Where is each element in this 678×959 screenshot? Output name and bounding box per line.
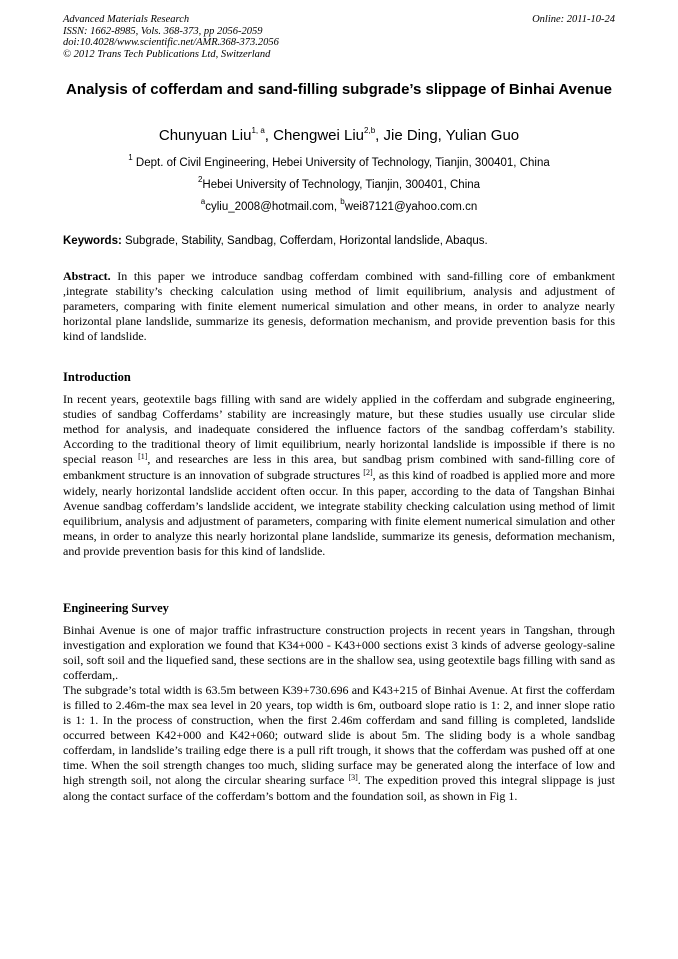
affiliation-superscript: 1 (128, 153, 133, 163)
keywords (63, 234, 615, 249)
introduction-paragraph (63, 392, 615, 559)
email-superscript: b (340, 197, 345, 207)
author-names-rest: , Jie Ding, Yulian Guo (375, 127, 520, 144)
section-heading-introduction: Introduction (63, 370, 131, 384)
paper-title: Analysis of cofferdam and sand-filling subgrade’s slippage of Binhai Avenue (66, 81, 612, 98)
abstract-label: Abstract. (63, 269, 111, 283)
citation-ref[interactable]: [2] (363, 468, 373, 477)
affiliation-superscript: 2 (197, 175, 203, 185)
journal-issn: ISSN: 1662-8985, Vols. 368-373, pp 2056-2059 (63, 25, 263, 37)
affiliation-2 (63, 175, 615, 192)
citation-ref[interactable]: [1] (138, 452, 148, 461)
paragraph-text: . The expedition proved this integral slippage is just along the contact surface of the cofferdam’s bottom and the foundation soil, as shown in Fig 1. (63, 773, 615, 803)
affiliation-1 (63, 153, 615, 170)
email-superscript: a (200, 197, 206, 207)
author-superscript: 2,b (364, 126, 376, 135)
keywords-text: Subgrade, Stability, Sandbag, Cofferdam, Horizontal landslide, Abaqus. (121, 235, 488, 247)
paragraph-text: , as this kind of roadbed is applied more and more widely, nearly horizontal landslide accident often occur. In this paper, according to the data of Tangshan Binhai Avenue sandbag cofferdam’s landslide accident, we integrate stability checking calculation using method of limit equilibrium, analysis and adjustment of parameters, comparing with finite element numerical simulation and other means, in order to analyze this nearly horizontal plane landslide, summarize its genesis, deformation mechanism, and provide prevention basis for this kind of landslide. (63, 468, 615, 558)
journal-header (63, 14, 615, 60)
survey-section (63, 623, 615, 804)
author-superscript: 1, a (251, 126, 265, 135)
email-link[interactable]: wei87121@yahoo.com.cn (344, 201, 478, 213)
author-list: Chunyuan Liu$^{1, a}$, Chengwei Liu$^{2,b}$, Jie Ding, Yulian Guo (158, 126, 520, 144)
citation-ref[interactable]: [3] (348, 773, 358, 782)
abstract (63, 269, 615, 344)
author-name: Chunyuan Liu (158, 127, 252, 144)
paragraph-text: In recent years, geotextile bags filling with sand are widely applied in the cofferdam and subgrade engineering, studies of sandbag Cofferdams’ stability are increasingly mature, but these studies usually use circular slide method for analysis, and inadequate considered the influence factors of the sandbag cofferdam’s stability. According to the traditional theory of limit equilibrium, nearly horizontal landslide is impossible if there is no special reason (63, 392, 615, 466)
abstract-text: In this paper we introduce sandbag cofferdam combined with sand-filling core of embankment ,integrate stability’s checking calculation using method of limit equilibrium, analysis and adjustment of parameters, comparing with finite element numerical simulation and other means, in order to analyze nearly horizontal plane landslide, summarize its genesis, deformation mechanism, and provide prevention basis for this kind of landslide. (63, 269, 615, 343)
survey-paragraph-2 (63, 683, 615, 804)
journal-copyright: © 2012 Trans Tech Publications Ltd, Switzerland (63, 48, 271, 60)
journal-name: Advanced Materials Research (63, 14, 190, 25)
survey-paragraph-1: Binhai Avenue is one of major traffic infrastructure construction projects in recent years in Tangshan, through investigation and exploration we found that K34+000 - K43+000 sections exist 3 kinds of adverse geology-saline soil, soft soil and the liquefied sand, these sections are in the shallow sea, using geotextile bags filling with sand as cofferdam,. (63, 623, 615, 682)
author-name: Chengwei Liu (273, 127, 365, 144)
affiliation-text: Dept. of Civil Engineering, Hebei University of Technology, Tianjin, 300401, China (135, 157, 550, 169)
section-heading-engineering-survey: Engineering Survey (63, 601, 169, 615)
author-emails (63, 197, 615, 214)
online-date: Online: 2011-10-24 (532, 14, 615, 25)
journal-doi: doi:10.4028/www.scientific.net/AMR.368-373.2056 (63, 37, 279, 48)
keywords-label: Keywords: (63, 235, 122, 247)
affiliation-text: Hebei University of Technology, Tianjin, 300401, China (202, 179, 481, 191)
paragraph-text: The subgrade’s total width is 63.5m between K39+730.696 and K43+215 of Binhai Avenue. At first the cofferdam is filled to 2.46m-the max sea level in 20 years, top width is 6m, outboard slope ratio is 1: 2, and inner slope ratio is 1: 1. In the process of construction, when the first 2.46m cofferdam and sand filling is completed, landslide occurred between K42+000 and K42+060; outward slide is about 5m. The sliding body is a whole sandbag cofferdam, in landslide’s trailing edge there is a pull rift trough, it shows that the cofferdam was pushed off at one time. When the soil strength changes too much, sliding surface may be generated along the interface of low and high strength soil, not along the circular shearing surface (63, 683, 615, 787)
email-link[interactable]: cyliu_2008@hotmail.com, (205, 201, 341, 213)
paragraph-text: , and researches are less in this area, but sandbag prism combined with sand-filling core of embankment structure is an innovation of subgrade structures (63, 452, 615, 482)
